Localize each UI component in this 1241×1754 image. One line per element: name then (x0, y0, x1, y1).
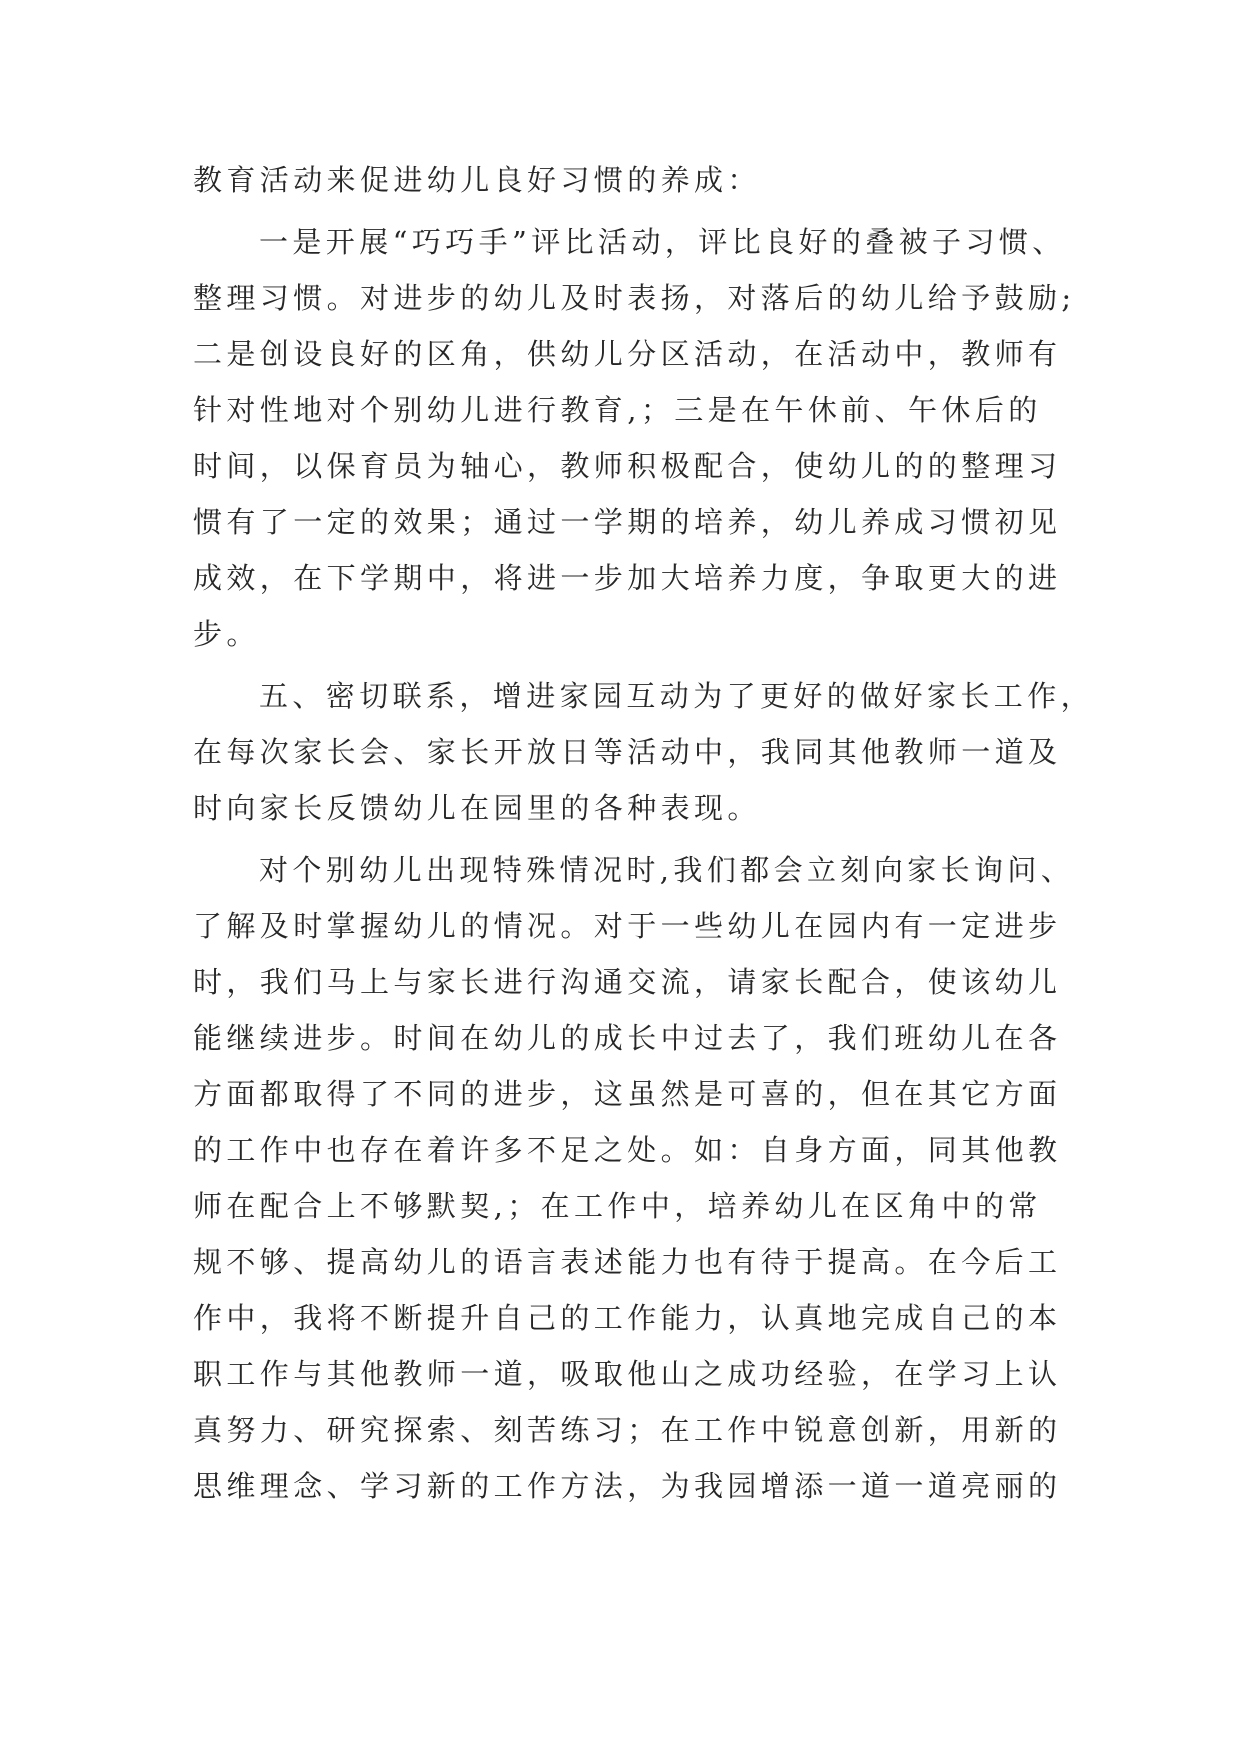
text-line: 师在配合上不够默契,；在工作中，培养幼儿在区角中的常 (193, 1189, 1042, 1223)
text-line: 步。 (193, 617, 260, 651)
text-line: 职工作与其他教师一道，吸取他山之成功经验，在学习上认 (193, 1357, 1062, 1391)
document-body (193, 152, 1095, 1520)
text-line: 的工作中也存在着许多不足之处。如：自身方面，同其他教 (193, 1133, 1062, 1167)
text-line: 五、密切联系，增进家园互动为了更好的做好家长工作， (259, 679, 1095, 713)
text-line: 方面都取得了不同的进步，这虽然是可喜的，但在其它方面 (193, 1077, 1062, 1111)
text-line: 规不够、提高幼儿的语言表述能力也有待于提高。在今后工 (193, 1245, 1062, 1279)
text-line: 整理习惯。对进步的幼儿及时表扬，对落后的幼儿给予鼓励; (193, 281, 1076, 315)
paragraph-2 (193, 214, 1076, 662)
text-line: 一是开展“巧巧手”评比活动，评比良好的叠被子习惯、 (259, 225, 1066, 259)
text-line: 对个别幼儿出现特殊情况时,我们都会立刻向家长询问、 (259, 853, 1075, 887)
text-line: 时向家长反馈幼儿在园里的各种表现。 (193, 791, 761, 825)
text-line: 在每次家长会、家长开放日等活动中，我同其他教师一道及 (193, 735, 1062, 769)
text-line: 了解及时掌握幼儿的情况。对于一些幼儿在园内有一定进步 (193, 909, 1062, 943)
text-line: 作中，我将不断提升自己的工作能力，认真地完成自己的本 (193, 1301, 1062, 1335)
text-line: 时间，以保育员为轴心，教师积极配合，使幼儿的的整理习 (193, 449, 1062, 483)
paragraph-4 (193, 842, 1075, 1514)
text-line: 教育活动来促进幼儿良好习惯的养成： (193, 163, 761, 197)
text-line: 思维理念、学习新的工作方法，为我园增添一道一道亮丽的 (193, 1469, 1062, 1503)
text-line: 成效，在下学期中，将进一步加大培养力度，争取更大的进 (193, 561, 1062, 595)
text-line: 时，我们马上与家长进行沟通交流，请家长配合，使该幼儿 (193, 965, 1062, 999)
text-line: 二是创设良好的区角，供幼儿分区活动，在活动中，教师有 (193, 337, 1062, 371)
text-line: 惯有了一定的效果；通过一学期的培养，幼儿养成习惯初见 (193, 505, 1062, 539)
text-line: 针对性地对个别幼儿进行教育,；三是在午休前、午休后的 (193, 393, 1042, 427)
paragraph-3 (193, 668, 1095, 836)
paragraph-1 (193, 152, 1055, 208)
text-line: 能继续进步。时间在幼儿的成长中过去了，我们班幼儿在各 (193, 1021, 1062, 1055)
text-line: 真努力、研究探索、刻苦练习；在工作中锐意创新，用新的 (193, 1413, 1062, 1447)
